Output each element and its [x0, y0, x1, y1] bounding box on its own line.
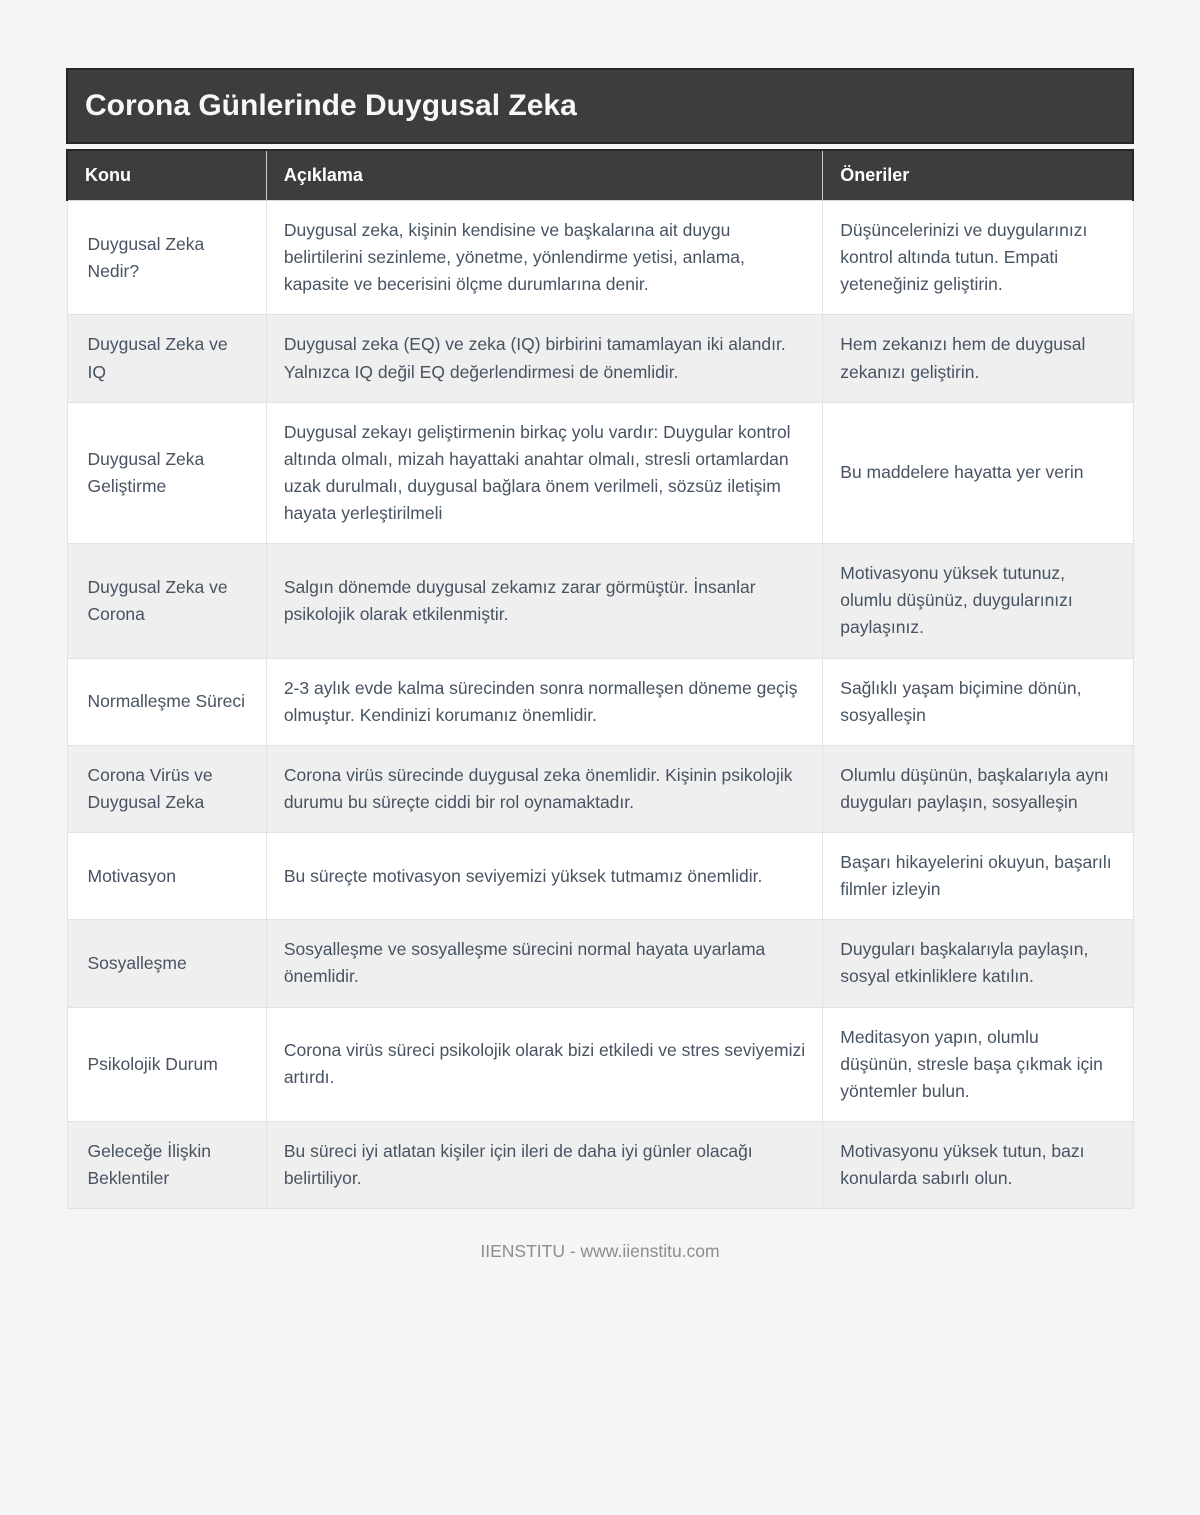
topic-cell: Duygusal Zeka Nedir?	[67, 201, 266, 315]
content-table	[66, 149, 1134, 1209]
description-cell: Duygusal zekayı geliştirmenin birkaç yolu vardır: Duygular kontrol altında olmalı, mizah hayattaki anahtar olmalı, stresli ortamlardan uzak durulmalı, duygusal bağlara önem verilmeli, sözsüz iletişim hayata yerleştirilmeli	[266, 402, 822, 544]
table-row	[67, 201, 1133, 315]
suggestion-cell: Başarı hikayelerini okuyun, başarılı filmler izleyin	[823, 833, 1133, 920]
topic-cell: Corona Virüs ve Duygusal Zeka	[67, 745, 266, 832]
header-row	[67, 150, 1133, 201]
table-row	[67, 1007, 1133, 1121]
table-row	[67, 544, 1133, 658]
table-row	[67, 402, 1133, 544]
description-cell: Sosyalleşme ve sosyalleşme sürecini normal hayata uyarlama önemlidir.	[266, 920, 822, 1007]
table-row	[67, 920, 1133, 1007]
topic-cell: Duygusal Zeka ve Corona	[67, 544, 266, 658]
topic-cell: Duygusal Zeka Geliştirme	[67, 402, 266, 544]
suggestion-cell: Sağlıklı yaşam biçimine dönün, sosyalleşin	[823, 658, 1133, 745]
description-cell: Bu süreci iyi atlatan kişiler için ileri de daha iyi günler olacağı belirtiliyor.	[266, 1121, 822, 1208]
table-row	[67, 658, 1133, 745]
topic-cell: Psikolojik Durum	[67, 1007, 266, 1121]
description-cell: Corona virüs sürecinde duygusal zeka önemlidir. Kişinin psikolojik durumu bu süreçte ciddi bir rol oynamaktadır.	[266, 745, 822, 832]
table-row	[67, 315, 1133, 402]
table-row	[67, 1121, 1133, 1208]
suggestion-cell: Duyguları başkalarıyla paylaşın, sosyal etkinliklere katılın.	[823, 920, 1133, 1007]
topic-cell: Motivasyon	[67, 833, 266, 920]
suggestion-cell: Bu maddelere hayatta yer verin	[823, 402, 1133, 544]
table-row	[67, 745, 1133, 832]
suggestion-cell: Düşüncelerinizi ve duygularınızı kontrol altında tutun. Empati yeteneğiniz geliştirin.	[823, 201, 1133, 315]
table-header	[67, 150, 1133, 201]
topic-cell: Duygusal Zeka ve IQ	[67, 315, 266, 402]
column-header-aciklama: Açıklama	[266, 150, 822, 201]
description-cell: Corona virüs süreci psikolojik olarak bizi etkiledi ve stres seviyemizi artırdı.	[266, 1007, 822, 1121]
column-header-oneriler: Öneriler	[823, 150, 1133, 201]
suggestion-cell: Motivasyonu yüksek tutunuz, olumlu düşünüz, duygularınızı paylaşınız.	[823, 544, 1133, 658]
description-cell: Duygusal zeka (EQ) ve zeka (IQ) birbirini tamamlayan iki alandır. Yalnızca IQ değil EQ değerlendirmesi de önemlidir.	[266, 315, 822, 402]
topic-cell: Sosyalleşme	[67, 920, 266, 1007]
suggestion-cell: Meditasyon yapın, olumlu düşünün, stresle başa çıkmak için yöntemler bulun.	[823, 1007, 1133, 1121]
column-header-konu: Konu	[67, 150, 266, 201]
suggestion-cell: Hem zekanızı hem de duygusal zekanızı geliştirin.	[823, 315, 1133, 402]
description-cell: Salgın dönemde duygusal zekamız zarar görmüştür. İnsanlar psikolojik olarak etkilenmiştir.	[266, 544, 822, 658]
table-body	[67, 201, 1133, 1209]
table-row	[67, 833, 1133, 920]
suggestion-cell: Motivasyonu yüksek tutun, bazı konularda sabırlı olun.	[823, 1121, 1133, 1208]
description-cell: Bu süreçte motivasyon seviyemizi yüksek tutmamız önemlidir.	[266, 833, 822, 920]
page-title: Corona Günlerinde Duygusal Zeka	[66, 68, 1134, 144]
topic-cell: Geleceğe İlişkin Beklentiler	[67, 1121, 266, 1208]
footer-credit: IIENSTITU - www.iienstitu.com	[480, 1241, 720, 1262]
suggestion-cell: Olumlu düşünün, başkalarıyla aynı duyguları paylaşın, sosyalleşin	[823, 745, 1133, 832]
description-cell: 2-3 aylık evde kalma sürecinden sonra normalleşen döneme geçiş olmuştur. Kendinizi korumanız önemlidir.	[266, 658, 822, 745]
document-card	[66, 0, 1134, 1262]
topic-cell: Normalleşme Süreci	[67, 658, 266, 745]
description-cell: Duygusal zeka, kişinin kendisine ve başkalarına ait duygu belirtilerini sezinleme, yönetme, yönlendirme yetisi, anlama, kapasite ve becerisini ölçme durumlarına denir.	[266, 201, 822, 315]
